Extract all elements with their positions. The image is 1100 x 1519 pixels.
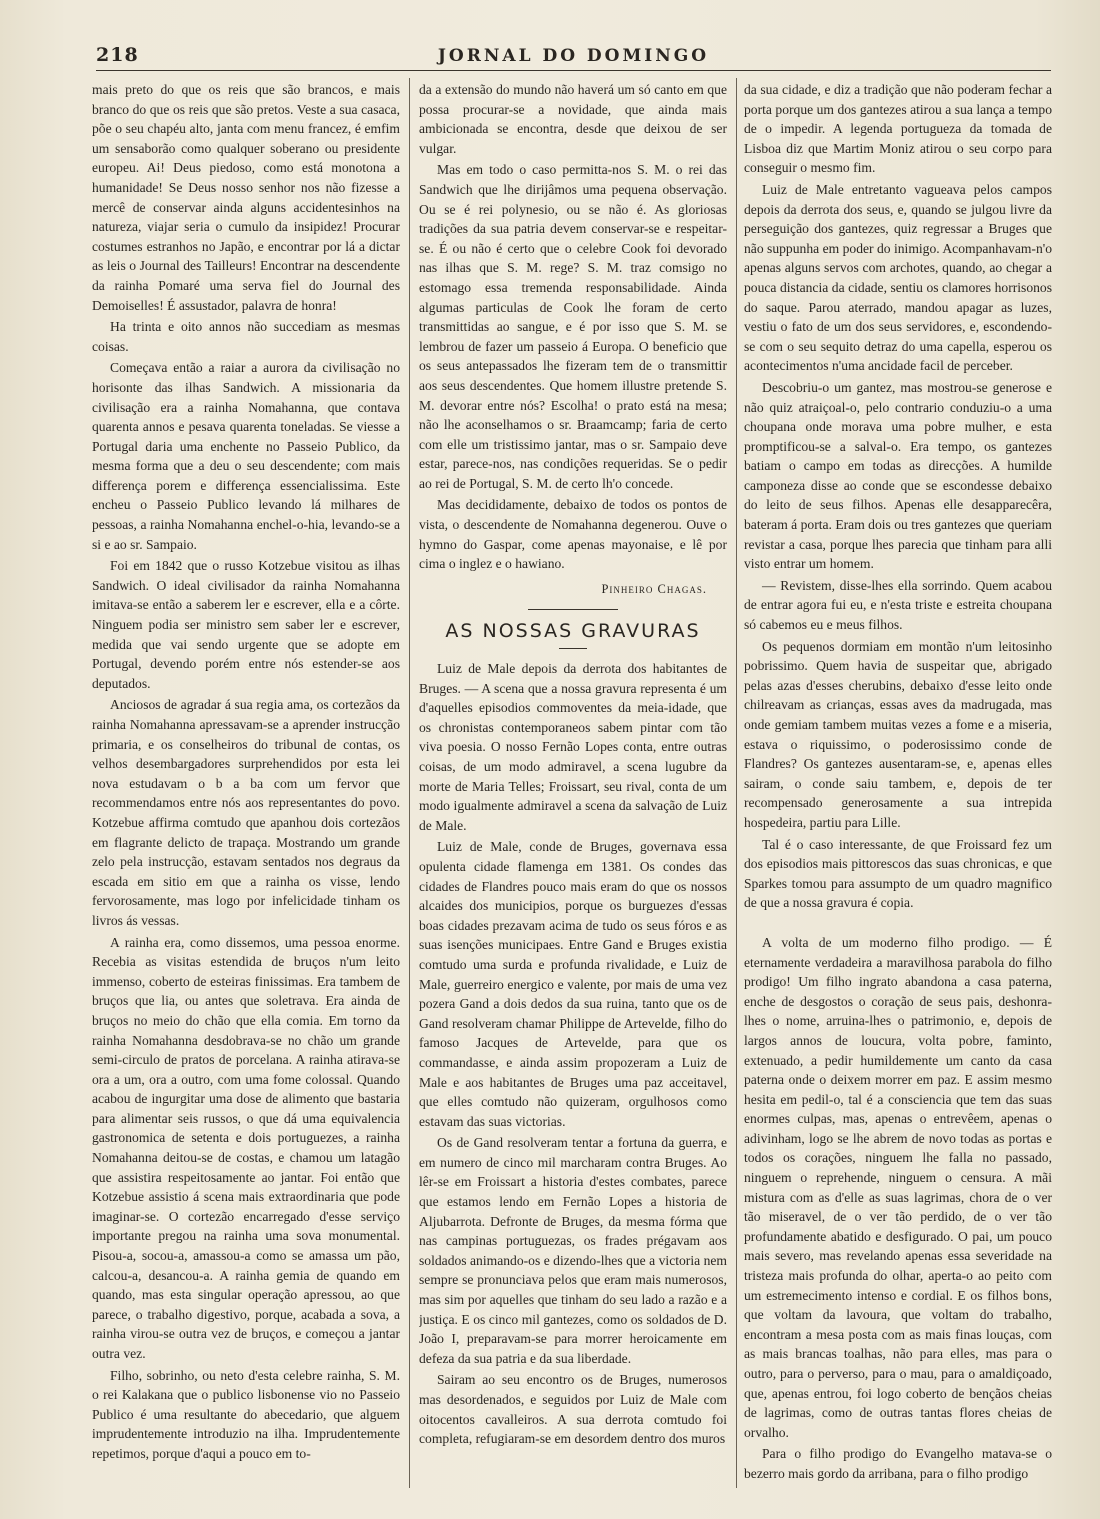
paragraph: mais preto do que os reis que são brancos, e mais branco do que os reis que são pretos. Veste a sua casaca, põe o seu chapéu alto, janta com menu francez, é emfim um sensaborão como qualquer soberano ou presidente europeu. Ai! Deus piedoso, como está monotona a humanidade! Se Deus nosso senhor nos não fizesse a mercê de conservar ainda alguns accidentesinhos na natureza, viajar seria o cumulo da insipidez! Procurar costumes estranhos no Japão, e encontrar por lá a dictar as leis o Journal des Tailleurs! Encontrar na descendente da rainha Pomaré uma serva fiel do Journal des Demoiselles! É assustador, palavra de honra! (92, 82, 400, 313)
paragraph: Luiz de Male depois da derrota dos habitantes de Bruges. — A scena que a nossa gravura representa é um d'aquelles episodios commoventes da meia-idade, que os chronistas contemporaneos sabem pintar com tão viva poesia. O nosso Fernão Lopes conta, entre outras coisas, de um modo admiravel, a scena lugubre da morte de Maria Telles; Froissart, seu rival, conta de um modo igualmente admiravel a scena da salvação de Luiz de Male. (419, 661, 727, 833)
column-1 (92, 80, 400, 1490)
column-rule (409, 78, 410, 1488)
section-divider (528, 609, 618, 610)
paragraph: — Revistem, disse-lhes ella sorrindo. Quem acabou de entrar agora fui eu, e n'esta triste e estreita choupana só cabemos eu e meus filhos. (744, 577, 1052, 633)
section-title: AS NOSSAS GRAVURAS (445, 620, 701, 643)
paragraph: Anciosos de agradar á sua regia ama, os cortezãos da rainha Nomahanna apressavam-se a aprender instrucção primaria, e os conselheiros do tribunal de contas, os velhos desembargadores surprehendidos por esta lei nova estudavam o b a ba com um fervor que recommendamos entre nós aos representantes do povo. Kotzebue affirma comtudo que apanhou dois cortezãos em flagrante delicto de trapaça. Mostrando um grande zelo pela instrucção, estavam sentados nos degraus da escada em sitio em que a rainha os visse, lendo fervorosamente, mas logo por infelicidade tinham os livros ás vessas. (92, 697, 400, 928)
title-divider (559, 648, 587, 649)
section-gap (744, 915, 1052, 933)
column-2 (419, 80, 727, 1490)
paragraph: Tal é o caso interessante, de que Froissard fez um dos episodios mais pittorescos das suas chronicas, e que Sparkes tomou para assumpto de um quadro magnifico de que a nossa gravura é copia. (744, 836, 1052, 911)
page-header (96, 40, 1051, 71)
paragraph: Mas em todo o caso permitta-nos S. M. o rei das Sandwich que lhe dirijâmos uma pequena observação. Ou se é rei polynesio, ou se não é. As gloriosas tradições da sua patria devem conservar-se e respeitar-se. É ou não é certo que o celebre Cook foi devorado nas ilhas que S. M. rege? S. M. traz comsigo no estomago essa tremenda responsabilidade. Ainda algumas particulas de Cook lhe foram de certo transmittidas ao sangue, e é por isso que S. M. se lembrou de fazer um passeio á Europa. O beneficio que os seus antepassados lhe fizeram tem de o transmittir aos seus descendentes. Que homem illustre pretende S. M. devorar entre nós? Escolha! o prato está na mesa; não lhe aconselhamos o sr. Braamcamp; faria de certo com elle um tristissimo jantar, mas o sr. Sampaio deve estar, parece-nos, nas condições requeridas. Se o pedir ao rei de Portugal, S. M. de certo lh'o concede. (419, 162, 727, 491)
paragraph: Os de Gand resolveram tentar a fortuna da guerra, e em numero de cinco mil marcharam contra Bruges. Ao lêr-se em Froissart a historia d'estes combates, parece que estamos lendo em Fernão Lopes a historia de Aljubarrota. Defronte de Bruges, da mesma fórma que nas campinas portuguezas, os frades prégavam aos soldados animando-os e dizendo-lhes que a victoria nem sempre se pronunciava pelos que eram mais numerosos, mas sim por aquelles que tinham do seu lado a razão e a justiça. E os cinco mil gantezes, como os soldados de D. João I, preparavam-se para morrer heroicamente em defeza da sua patria e da sua liberdade. (419, 1135, 727, 1366)
paragraph: da a extensão do mundo não haverá um só canto em que possa procurar-se a novidade, que ainda mais ambicionada se encontra, desde que deixou de ser vulgar. (419, 82, 727, 156)
paragraph: Descobriu-o um gantez, mas mostrou-se generose e não quiz atraiçoal-o, pelo contrario conduziu-o a uma choupana onde morava uma pobre mulher, e esta promptificou-se a salval-o. Era tempo, os gantezes batiam o campo em todas as direcções. A humilde camponeza disse ao conde que se escondesse debaixo do leito de seus filhos. Apenas elle desapparecêra, bateram á porta. Eram dois ou tres gantezes que queriam revistar a casa, porque lhes parecia que tinham para alli visto entrar um homem. (744, 379, 1052, 572)
page-number: 218 (96, 44, 139, 66)
paragraph: Mas decididamente, debaixo de todos os pontos de vista, o descendente de Nomahanna degenerou. Ouve o hymno do Gaspar, come apenas mayonaise, e lê por cima o inglez e o hawiano. (419, 497, 727, 572)
column-3 (744, 80, 1052, 1490)
author-signature: Pinheiro Chagas. (601, 581, 707, 596)
paragraph: Os pequenos dormiam em montão n'um leitosinho pobrissimo. Quem havia de suspeitar que, abrigado pelas azas d'esses cherubins, debaixo d'esse leito onde chilreavam as crianças, essas aves da madrugada, mas onde gemiam tambem muitas vezes a fome e a miseria, estava o riquissimo, o poderosissimo conde de Flandres? Os gantezes ausentaram-se, e, apenas elles sairam, o conde saiu tambem, e, depois de ter recompensado generosamente a sua intrepida hospedeira, partiu para Lille. (744, 638, 1052, 830)
paragraph: Para o filho prodigo do Evangelho matava-se o bezerro mais gordo da arribana, para o filho prodigo (744, 1446, 1052, 1481)
paragraph: Luiz de Male entretanto vagueava pelos campos depois da derrota dos seus, e, quando se julgou livre da perseguição dos gantezes, quiz regressar a Bruges que não suppunha em poder do inimigo. Acompanhavam-n'o apenas alguns servos com archotes, quando, ao chegar a pouca distancia da cidade, sentiu os clamores horrisonos do saque. Parou aterrado, mandou apagar as luzes, vestiu o fato de um dos seus servidores, e, escondendo-se com o seu sequito detraz do uma capella, esperou os acontecimentos n'uma ancidade facil de perceber. (744, 181, 1052, 374)
paragraph: A volta de um moderno filho prodigo. — É eternamente verdadeira a maravilhosa parabola do filho prodigo! Um filho ingrato abandona a casa paterna, enche de desgostos o coração de seus pais, deshonra-lhes o nome, arruina-lhes o patrimonio, e, depois de largos annos de loucura, volta pobre, faminto, extenuado, a pedir humildemente um canto da casa paterna onde o deixem morrer em paz. E assim mesmo hesita em pedil-o, tal é a consciencia que tem das suas enormes culpas, mas, apenas o entrevêem, apenas o adivinham, logo se lhe abrem de novo todas as portas e todos os corações, ninguem lhe falla no passado, ninguem o reprehende, ninguem o censura. A mãi mistura com as d'elle as suas lagrimas, chora de o ver tão miseravel, de o ver tão perdido, de o ver tão profundamente abatido e desfigurado. O pai, um pouco mais severo, mas revelando apenas essa severidade na tristeza mais profunda do olhar, aperta-o ao peito com um estremecimento intenso e cordial. E os filhos bons, que voltam da lavoura, que voltam do trabalho, encontram a mesa posta com as mais finas louças, com as mais brancas toalhas, não para elles, mas para o outro, para o perverso, para o mau, para o amaldiçoado, que, apenas entrou, foi logo coberto de bençãos cheias de lagrimas, como de outras tantas flores cheias de orvalho. (744, 934, 1052, 1440)
paragraph: Ha trinta e oito annos não succediam as mesmas coisas. (92, 319, 400, 354)
column-rule (736, 78, 737, 1488)
paragraph: Sairam ao seu encontro os de Bruges, numerosos mas desordenados, e seguidos por Luiz de Male com oitocentos cavalleiros. A sua derrota comtudo foi completa, refugiaram-se em desordem dentro dos muros (419, 1372, 727, 1447)
journal-title: JORNAL DO DOMINGO (437, 46, 710, 66)
paragraph: A rainha era, como dissemos, uma pessoa enorme. Recebia as visitas estendida de bruços n'um leito immenso, coberto de esteiras finissimas. Era tambem de bruços que lia, ou antes que soletrava. Era ainda de bruços no meio do chão que ella comia. Em torno da rainha Nomahanna desdobrava-se no chão um grande semi-circulo de pratos de porcelana. A rainha atirava-se ora a um, ora a outro, com uma fome colossal. Quando acabou de ingurgitar uma dose de alimento que bastaria para alimentar seis russos, o que dá uma equivalencia gastronomica de setenta e dois portuguezes, a rainha Nomahanna deitou-se de costas, e chamou um latagão que assistira respeitosamente ao jantar. Foi então que Kotzebue assistio á scena mais extraordinaria que pode imaginar-se. O cortezão encarregado d'esse serviço importante pregou na rainha uma sova monumental. Pisou-a, socou-a, amassou-a como se amassa um pão, calcou-a, desancou-a. A rainha gemia de quando em quando, mas esta singular operação apressou, ao que parece, o trabalho digestivo, porque, acabada a sova, a rainha virou-se outra vez de bruços, e começou a jantar outra vez. (92, 934, 400, 1361)
paragraph: Filho, sobrinho, ou neto d'esta celebre rainha, S. M. o rei Kalakana que o publico lisbonense vio no Passeio Publico é uma resultante do abecedario, que alguem imprudentemente introduzio na ilha. Imprudentemente repetimos, porque d'aqui a pouco em to- (92, 1367, 400, 1461)
paragraph: Começava então a raiar a aurora da civilisação no horisonte das ilhas Sandwich. A missionaria da civilisação era a rainha Nomahanna, que contava quarenta annos e pesava quarenta toneladas. Se viesse a Portugal daria uma enchente no Passeio Publico, da mesma forma que a deu o seu descendente; com mais differença porem e differença essencialissima. Este encheu o Passeio Publico levando lá milhares de pessoas, a rainha Nomahanna enchel-o-hia, levando-se a si e ao sr. Sampaio. (92, 360, 400, 552)
paragraph: da sua cidade, e diz a tradição que não poderam fechar a porta porque um dos gantezes atirou a sua lança a tempo de o impedir. A legenda portugueza da tomada de Lisboa diz que Martim Moniz atirou o seu corpo para conseguir o mesmo fim. (744, 82, 1052, 176)
paragraph: Foi em 1842 que o russo Kotzebue visitou as ilhas Sandwich. O ideal civilisador da rainha Nomahanna imitava-se então a saberem ler e escrever, ella e a côrte. Ninguem podia ser ministro sem saber ler e escrever, medida que vai sendo urgente que se adopte em Portugal, devendo porém entre nós estender-se aos deputados. (92, 558, 400, 691)
paragraph: Luiz de Male, conde de Bruges, governava essa opulenta cidade flamenga em 1381. Os condes das cidades de Flandres pouco mais eram do que os nossos alcaides dos municipios, porque os burguezes d'essas boas cidades prezavam acima de tudo os seus fóros e as suas isenções municipaes. Entre Gand e Bruges existia comtudo uma surda e profunda rivalidade, e Luiz de Male, guerreiro energico e valente, por mais de uma vez pozera Gand a dois dedos da sua ruina, tanto que os de Gand resolveram chamar Philippe de Artevelde, filho do famoso Jacques de Artevelde, para que os commandasse, e ainda assim propozeram a Luiz de Male e aos habitantes de Bruges uma paz acceitavel, que elles comtudo não quizeram, orgulhosos como estavam das suas victorias. (419, 839, 727, 1129)
